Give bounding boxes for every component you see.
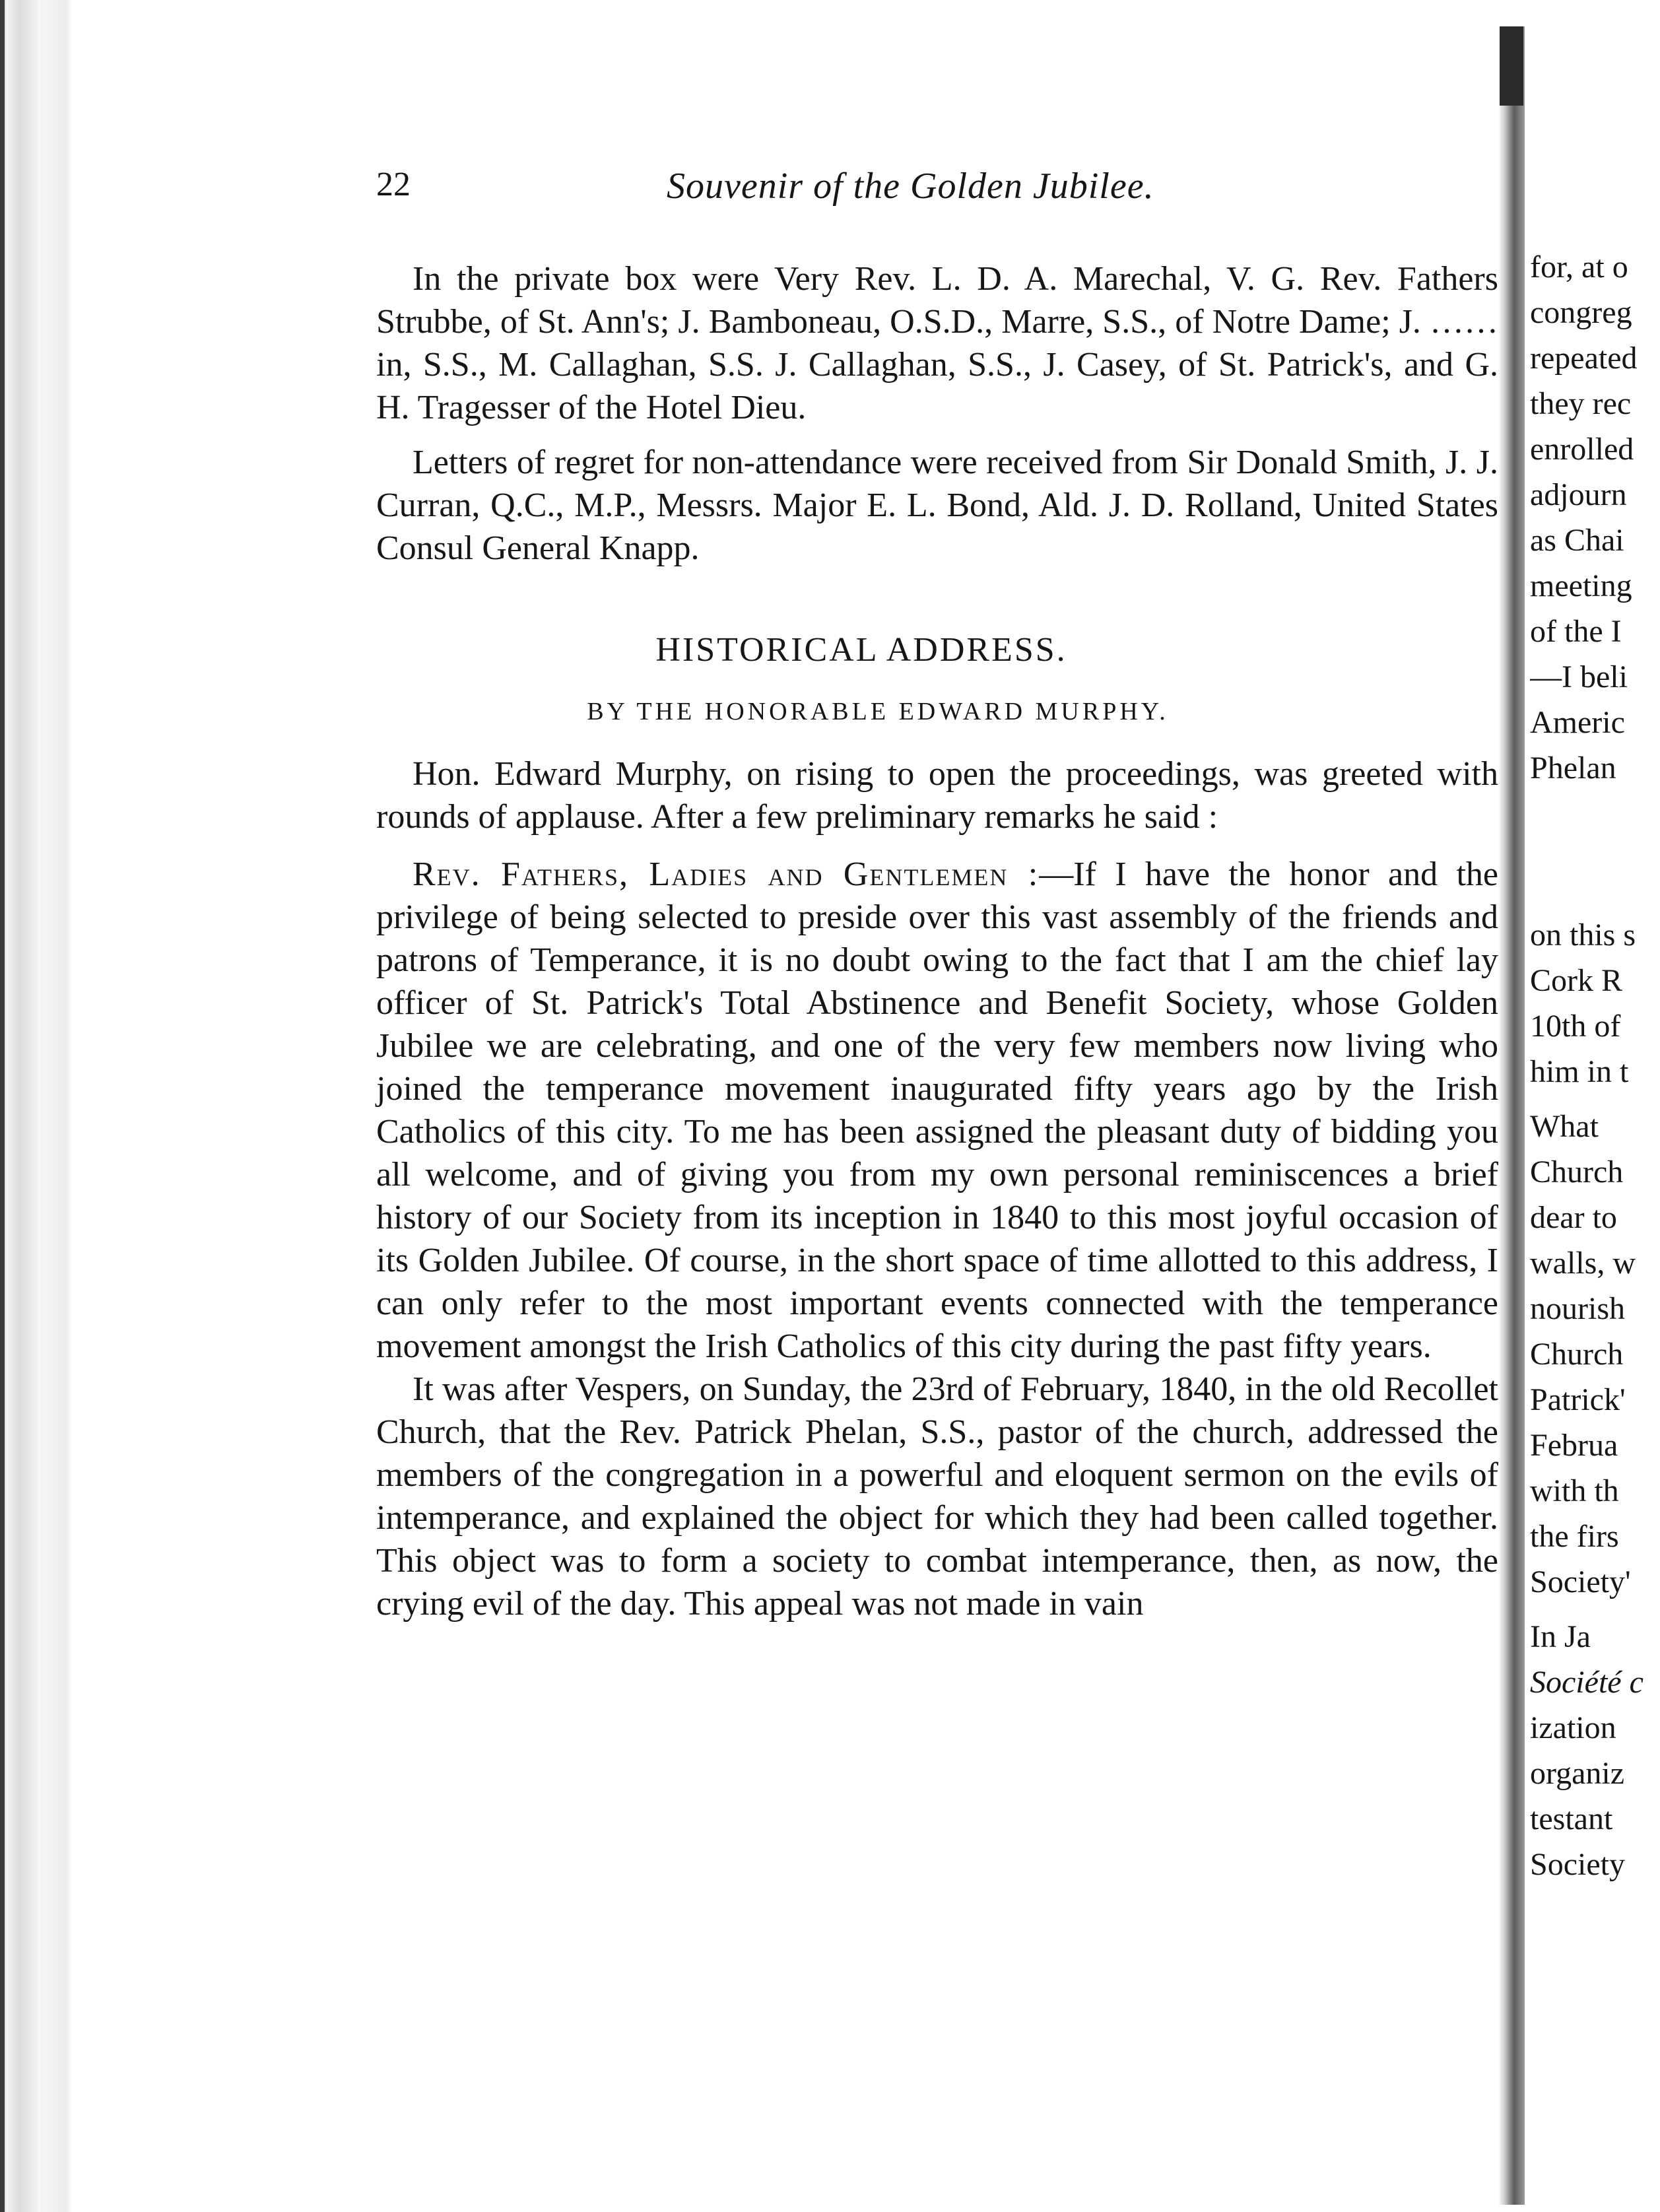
facing-line: 10th of (1530, 1009, 1621, 1044)
page-stack-edge (0, 0, 73, 2212)
page-number: 22 (376, 166, 411, 203)
facing-line: adjourn (1530, 477, 1627, 512)
facing-line: What (1530, 1109, 1599, 1144)
book-cover-edge (0, 0, 5, 2212)
section-byline: BY THE HONORABLE EDWARD MURPHY. (587, 698, 1169, 725)
section-heading: HISTORICAL ADDRESS. (655, 631, 1067, 669)
facing-line: Cork R (1530, 963, 1623, 998)
facing-line: Patrick' (1530, 1382, 1626, 1417)
facing-line: Phelan (1530, 751, 1616, 786)
facing-line: meeting (1530, 568, 1632, 603)
facing-line: ization (1530, 1710, 1616, 1745)
facing-line: of the I (1530, 614, 1622, 649)
address-text: —If I have the honor and the privilege of being selected to preside over this vast assembly of the friends and patrons of Temperance, it is no doubt owing to the fact that I am the chief lay officer of St. Patrick's Total Abstinence and Benefit Society, whose Golden Jubilee we are celebrating, and one of the very few members now living who joined the temperance movement inaugurated fifty years ago by the Irish Catholics of this city. To me has been assigned the pleasant duty of bidding you all welcome, and of giving you from my own personal reminiscences a brief history of our Society from its inception in 1840 to this most joyful occasion of its Golden Jubilee. Of course, in the short space of time allotted to this address, I can only refer to the most important events connected with the temperance movement amongst the Irish Catholics of this city during the past fifty years. (376, 855, 1499, 1365)
facing-line: In Ja (1530, 1619, 1591, 1654)
facing-line: for, at o (1530, 250, 1628, 285)
facing-line: dear to (1530, 1200, 1617, 1235)
paragraph-address (376, 853, 1498, 1368)
salutation: Rev. Fathers, Ladies and Gentlemen : (413, 855, 1040, 893)
facing-line: repeated (1530, 341, 1638, 376)
paragraph-vespers: It was after Vespers, on Sunday, the 23rd of February, 1840, in the old Recollet Church, that the Rev. Patrick Phelan, S.S., pastor of the church, addressed the members of the congregation in a powerful and eloquent sermon on the evils of intemperance, and explained the object for which they had been called together. This object was to form a society to combat intemperance, then, as now, the crying evil of the day. This appeal was not made in vain (376, 1370, 1498, 1623)
facing-line: they rec (1530, 386, 1632, 421)
facing-line: congreg (1530, 295, 1632, 330)
running-header (376, 152, 1498, 231)
facing-line: organiz (1530, 1756, 1625, 1791)
facing-line: the firs (1530, 1519, 1619, 1554)
facing-line: Church (1530, 1155, 1624, 1190)
facing-line: on this s (1530, 918, 1636, 953)
book-gutter-dark (1500, 26, 1523, 106)
paragraph-letters-of-regret: Letters of regret for non-attendance were received from Sir Donald Smith, J. J. Curran, Q.C., M.P., Messrs. Major E. L. Bond, Ald. J. D. Rolland, United States Consul General Knapp. (376, 444, 1498, 567)
facing-line: Société c (1530, 1665, 1643, 1700)
facing-line: with th (1530, 1473, 1619, 1508)
facing-line: walls, w (1530, 1246, 1636, 1281)
facing-line: him in t (1530, 1054, 1629, 1089)
facing-line: Church (1530, 1337, 1624, 1372)
facing-line: Society' (1530, 1564, 1631, 1599)
facing-line: nourish (1530, 1291, 1625, 1326)
facing-line: testant (1530, 1801, 1613, 1836)
paragraph-intro: Hon. Edward Murphy, on rising to open the proceedings, was greeted with rounds of applause. After a few preliminary remarks he said : (376, 755, 1498, 836)
running-title: Souvenir of the Golden Jubilee. (667, 166, 1154, 207)
left-page-text (376, 152, 1498, 1625)
paragraph-private-box: In the private box were Very Rev. L. D. A. Marechal, V. G. Rev. Fathers Strubbe, of St. Ann's; J. Bamboneau, O.S.D., Marre, S.S., of Notre Dame; J. ……in, S.S., M. Callaghan, S.S. J. Callaghan, S.S., J. Casey, of St. Patrick's, and G. H. Tragesser of the Hotel Dieu. (376, 260, 1498, 426)
facing-page-fragment (1530, 248, 1660, 1964)
facing-line: —I beli (1530, 659, 1628, 694)
facing-line: Americ (1530, 705, 1625, 740)
facing-line: Society (1530, 1847, 1625, 1882)
book-gutter-shadow (1498, 26, 1525, 2205)
facing-line: enrolled (1530, 432, 1634, 467)
facing-line: Februa (1530, 1428, 1618, 1463)
facing-line: as Chai (1530, 523, 1624, 558)
